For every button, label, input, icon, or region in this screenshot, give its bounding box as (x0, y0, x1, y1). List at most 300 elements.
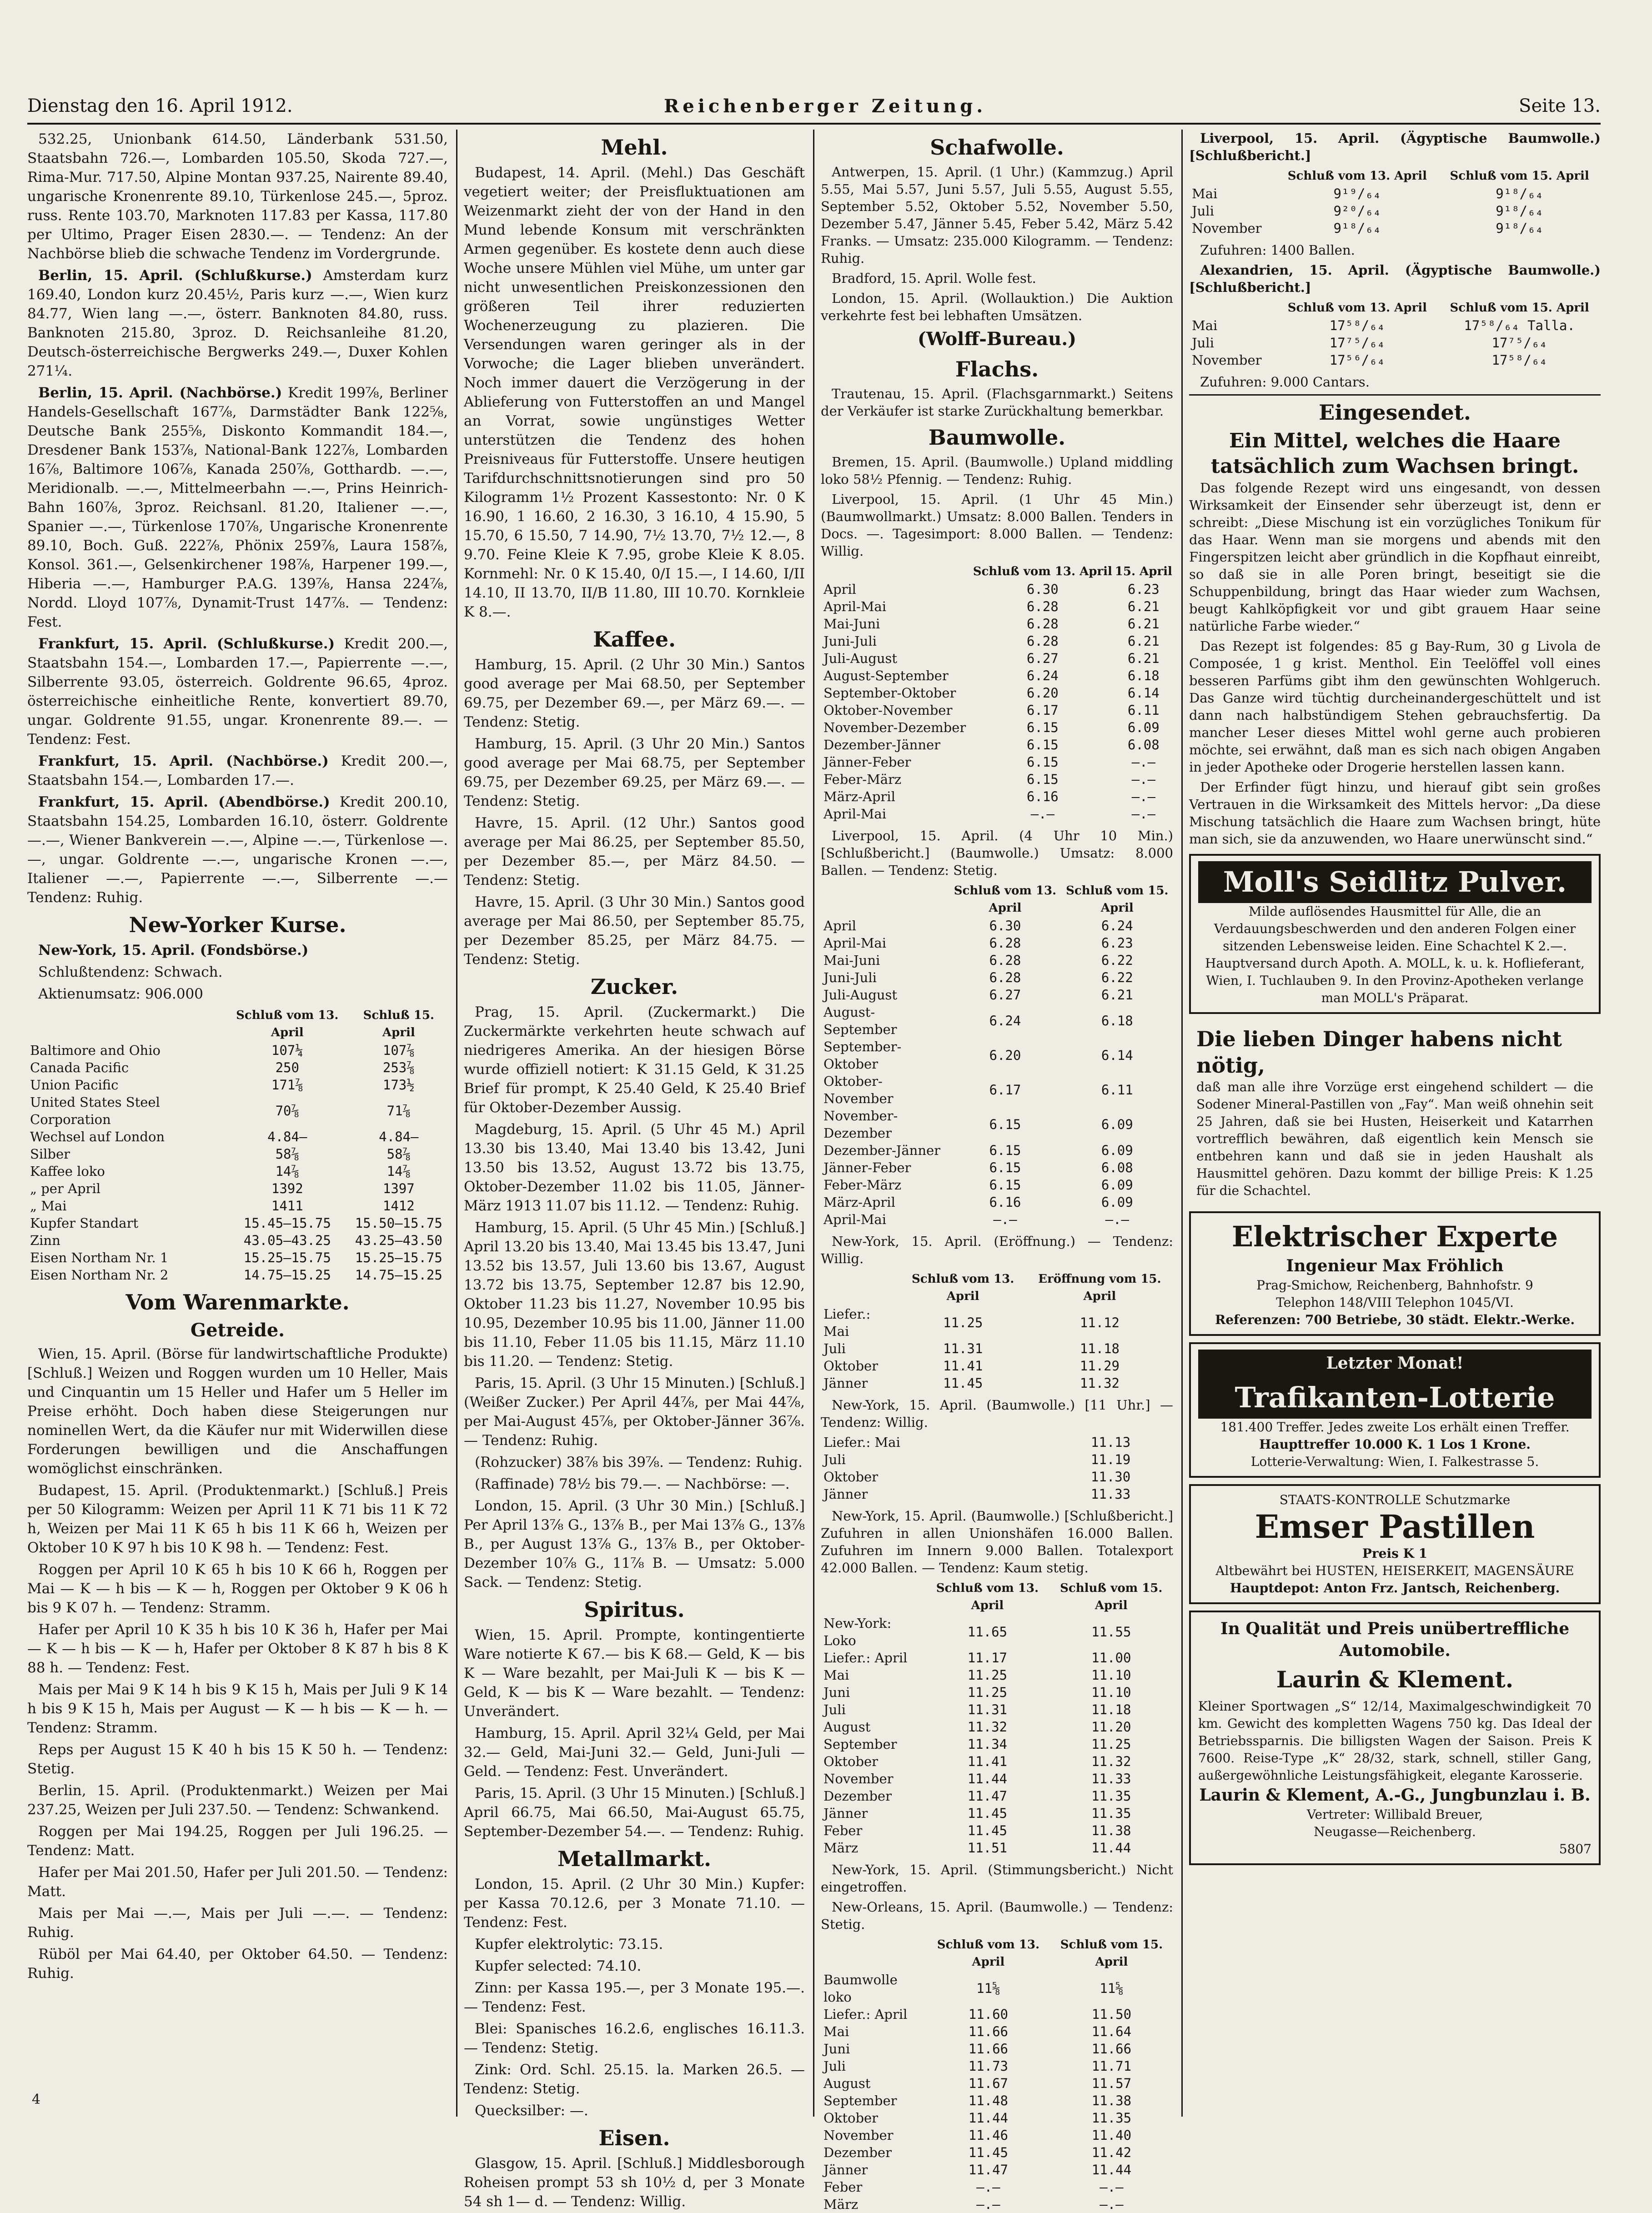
section-title: Eisen. (598, 2126, 670, 2150)
paragraph: Paris, 15. April. (3 Uhr 15 Minuten.) [Schluß.] April 66.75, Mai 66.50, Mai-August 65.75, September-Dezember 54.—. — Tendenz: Ruhig. (464, 1785, 805, 1840)
paragraph-head: Berlin, 15. April. (Schlußkurse.) (38, 267, 312, 284)
table-cell: 6.30 (1026, 582, 1059, 597)
paragraph: Kredit 200.—, Staatsbahn 154.—, Lombarden 17.—, Papierrente —.—, Silberrente 93.05, österreich. Goldrente 96.65, 4proz. österreichische einheitliche Rente, konvertiert 89.70, ungar. Goldrente 91.55, ungar. Kronenrente 89.—. — Tendenz: Fest. (27, 636, 448, 748)
table-cell: 11.33 (1090, 1486, 1131, 1502)
table-row (821, 2075, 1173, 2092)
table-cell: 17⁵⁸/₆₄ (1491, 352, 1547, 368)
table-cell: 4.84— (379, 1129, 419, 1144)
paragraph: Hamburg, 15. April. April 32¼ Geld, per Mai 32.— Geld, Mai-Juni 32.— Geld, Juni-Juli — Geld. — Tendenz: Fest. Unverändert. (464, 1725, 805, 1780)
paragraph: Havre, 15. April. (12 Uhr.) Santos good average per Mai 86.25, per September 85.50, per Dezember 85.—, per März 84.50. — Tendenz: Stetig. (464, 815, 805, 888)
table-cell: Jänner (823, 1806, 868, 1821)
paragraph: Zink: Ord. Schl. 25.15. la. Marken 26.5. — Tendenz: Stetig. (464, 2062, 805, 2097)
table-row (821, 1434, 1173, 1451)
agency-credit: (Wolff-Bureau.) (917, 328, 1077, 350)
paragraph: Hafer per April 10 K 35 h bis 10 K 36 h, Hafer per Mai — K — h bis — K — h, Hafer per Oktober 8 K 87 h bis 8 K 88 h. — Tendenz: Fest. (27, 1621, 448, 1676)
table-cell: 11.31 (943, 1341, 983, 1356)
table-cell: März-April (823, 789, 895, 804)
table-row (821, 702, 1173, 719)
table-cell: 11.41 (967, 1754, 1008, 1769)
paragraph: London, 15. April. (Wollauktion.) Die Auktion verkehrte fest bei lebhaften Umsätzen. (821, 291, 1173, 323)
table-cell: 11.25 (943, 1315, 983, 1330)
paragraph: New-York, 15. April. (Baumwolle.) [11 Uhr.] — Tendenz: Willig. (821, 1397, 1173, 1430)
paragraph: Hamburg, 15. April. (3 Uhr 20 Min.) Santos good average per Mai 68.75, per September 69.75, per Dezember 69.25, per März 69.—. — Tendenz: Stetig. (464, 736, 805, 809)
table-row (821, 650, 1173, 667)
table-cell: 11.60 (968, 2007, 1009, 2022)
paragraph: Liverpool, 15. April. (1 Uhr 45 Min.) (Baumwollmarkt.) Umsatz: 8.000 Ballen. Tenders in Docs. —. Tagesimport: 8.000 Ballen. — Tendenz: Willig. (821, 492, 1173, 559)
advert-top: Letzter Monat! (1198, 1350, 1592, 1377)
table-cell: 9¹⁸/₆₄ (1333, 221, 1381, 236)
table-cell: 6.16 (1026, 789, 1059, 804)
table-cell: 6.24 (1026, 668, 1059, 683)
table-row (821, 1805, 1173, 1822)
paragraph: Bremen, 15. April. (Baumwolle.) Upland middling loko 58½ Pfennig. — Tendenz: Ruhig. (821, 454, 1173, 487)
table-cell: Mai (823, 1667, 849, 1683)
table-cell: Feber-März (823, 1177, 902, 1193)
table-cell: 6.20 (989, 1048, 1021, 1063)
table-row (821, 934, 1173, 952)
table-row (27, 1076, 448, 1094)
table-cell: 6.09 (1101, 1194, 1133, 1210)
table-row (821, 771, 1173, 788)
table-cell: April-Mai (823, 599, 886, 614)
paragraph: New-Orleans, 15. April. (Baumwolle.) — Tendenz: Stetig. (821, 1899, 1173, 1932)
table-cell: 14.75—15.25 (243, 1267, 331, 1283)
table-row (821, 805, 1173, 823)
table-cell: 1397 (382, 1181, 415, 1196)
table-cell: 6.09 (1101, 1177, 1133, 1193)
table-cell: 11.67 (968, 2076, 1009, 2091)
table-row (821, 1839, 1173, 1857)
table-cell: 11.45 (967, 1806, 1008, 1821)
table-row (1189, 334, 1601, 351)
table-cell: 11.33 (1091, 1771, 1131, 1786)
advert-line: Prag-Smichow, Reichenberg, Bahnhofstr. 9 (1256, 1278, 1533, 1293)
table-cell: 17⁵⁶/₆₄ (1329, 352, 1385, 368)
table-cell: August-September (823, 1004, 897, 1037)
section-title: Vom Warenmarkte. (126, 1290, 350, 1315)
table-cell: Silber (30, 1146, 70, 1162)
table-cell: 9¹⁸/₆₄ (1496, 221, 1543, 236)
table-cell: Juni (823, 1685, 850, 1700)
table-cell: 11.71 (1091, 2058, 1132, 2074)
table-row (821, 1176, 1173, 1194)
table-cell: 6.15 (989, 1160, 1021, 1175)
column-1 (27, 130, 448, 2121)
table-header-cell: Schluß vom 13. April (973, 565, 1112, 578)
table-row (821, 615, 1173, 632)
table-cell: 11.47 (967, 1788, 1008, 1804)
table-cell: 6.21 (1127, 599, 1160, 614)
table-cell: 11.42 (1091, 2145, 1132, 2160)
table-header-row (27, 1006, 448, 1042)
table-row (1189, 185, 1601, 202)
table-cell: November-Dezember (823, 720, 966, 735)
paragraph: Hafer per Mai 201.50, Hafer per Juli 201.50. — Tendenz: Matt. (27, 1864, 448, 1900)
header-title: Reichenberger Zeitung. (664, 95, 987, 117)
table-cell: 11.45 (943, 1375, 983, 1391)
table-row (27, 1042, 448, 1059)
table-row (821, 2127, 1173, 2144)
table-cell: 17⁵⁸/₆₄ (1329, 318, 1385, 333)
paragraph: New-York, 15. April. (Baumwolle.) [Schlußbericht.] Zufuhren in allen Unionshäfen 16.000 Ballen. Zufuhren im Innern 9.000 Ballen. Totalexport 42.000 Ballen. — Tendenz: Kaum stetig. (821, 1508, 1173, 1576)
table-header-cell: Schluß vom 13. April (936, 1581, 1039, 1612)
table-cell: Wechsel auf London (30, 1129, 165, 1144)
table-row (821, 2196, 1173, 2213)
paragraph: Quecksilber: —. (475, 2103, 588, 2119)
table-cell: 14⅞ (275, 1164, 299, 1179)
table-header-cell: Schluß vom 13. April (236, 1009, 339, 1039)
paragraph: (Raffinade) 78½ bis 79.—. — Nachbörse: —. (475, 1476, 790, 1492)
table-cell: 11.38 (1091, 1823, 1131, 1838)
table-row (821, 1753, 1173, 1770)
table-cell: Juli-August (823, 651, 898, 666)
table-cell: United States Steel Corporation (30, 1094, 160, 1127)
table-cell: 43.05—43.25 (243, 1233, 331, 1248)
advert-line: Telephon 148/VIII Telephon 1045/VI. (1276, 1295, 1514, 1310)
table-cell: 11.73 (968, 2058, 1009, 2074)
table-cell: 6.24 (989, 1013, 1021, 1029)
table-cell: 11.25 (967, 1667, 1008, 1683)
table-cell: Kaffee loko (30, 1164, 105, 1179)
table-cell: Juli-August (823, 987, 898, 1003)
table-row (821, 2057, 1173, 2075)
table-cell: 15.50—15.75 (355, 1215, 442, 1231)
advert-side: Preis K 1 (1362, 1546, 1428, 1561)
table-cell: Union Pacific (30, 1077, 119, 1093)
table-header-cell: Schluß vom 15. April (1066, 884, 1169, 915)
paragraph: Der Erfinder fügt hinzu, und hierauf gibt sein großes Vertrauen in die Wirksamkeit des Mittels hervor: „Da diese Mischung tatsächlich die Haare zum Wachsen bringt, hüte man sich, sie da anzuwenden, wo Haare unerwünscht sind.“ (1189, 779, 1601, 847)
table-cell: Oktober (823, 2110, 879, 2126)
table-cell: 107⅞ (382, 1043, 415, 1058)
table-cell: 9¹⁸/₆₄ (1496, 186, 1543, 201)
table-header-cell: Eröffnung vom 15. April (1038, 1272, 1161, 1303)
table-cell: 6.15 (989, 1143, 1021, 1158)
table-cell: Zinn (30, 1233, 60, 1248)
table-header-cell: Schluß vom 15. April (1450, 301, 1589, 315)
table-cell: 6.22 (1101, 970, 1133, 985)
table-cell: März (823, 2197, 859, 2212)
section-title: Kaffee. (593, 627, 676, 652)
table-row (821, 598, 1173, 615)
table-cell: 15.45—15.75 (243, 1215, 331, 1231)
table-cell: 17⁷⁵/₆₄ (1491, 335, 1547, 351)
advert-line: Haupttreffer 10.000 K. 1 Los 1 Krone. (1259, 1437, 1531, 1452)
table-cell: 6.24 (1101, 918, 1133, 933)
paragraph-head: Liverpool, 15. April. (Ägyptische Baumwolle.) [Schlußbericht.] (1189, 130, 1601, 163)
table-cell: August (823, 1719, 871, 1735)
paragraph: Zufuhren: 9.000 Cantars. (1200, 374, 1370, 390)
table-cell: 250 (275, 1060, 299, 1075)
table-cell: 1392 (271, 1181, 303, 1196)
paragraph: Mais per Mai —.—, Mais per Juli —.—. — Tendenz: Ruhig. (27, 1905, 448, 1941)
table-cell: August (823, 2076, 871, 2091)
table-cell: 11.66 (968, 2024, 1009, 2039)
table-cell: 14.75—15.25 (355, 1267, 442, 1283)
table-cell: „ per April (30, 1181, 100, 1196)
table-cell: Dezember-Jänner (823, 1143, 941, 1158)
table-row (821, 1194, 1173, 1211)
table-cell: 17⁷⁵/₆₄ (1329, 335, 1385, 351)
table-cell: Juli (823, 1341, 846, 1356)
table-row (1189, 317, 1601, 334)
table-cell: Mai (1192, 318, 1218, 333)
section-title: Baumwolle. (928, 425, 1066, 450)
section-title: Mehl. (601, 135, 668, 160)
table-row (27, 1197, 448, 1214)
table-row (821, 1142, 1173, 1159)
table-row (821, 969, 1173, 986)
table-cell: 6.28 (989, 935, 1021, 951)
table-cell: 1412 (382, 1198, 415, 1214)
table-cell: 11.31 (967, 1702, 1008, 1717)
table-cell: 6.22 (1101, 953, 1133, 968)
table-cell: 11.10 (1091, 1685, 1131, 1700)
paragraph: Wien, 15. April. Prompte, kontingentierte Ware notierte K 67.— bis K 68.— Geld, K — bis K — Ware bezahlt, per Mai-Juli K — bis K — Geld, K — bis K — Ware bezahlt. — Tendenz: Unverändert. (464, 1627, 805, 1720)
paragraph: (Rohzucker) 38⅞ bis 39⅞. — Tendenz: Ruhig. (475, 1454, 803, 1470)
table-row (821, 1038, 1173, 1073)
table-cell: Canada Pacific (30, 1060, 129, 1075)
advert-text: Milde auflösendes Hausmittel für Alle, die an Verdauungsbeschwerden und den anderen Folgen einer sitzenden Lebensweise leiden. Eine Schachtel K 2.—. Hauptversand durch Apoth. A. MOLL, k. u. k. Hoflieferant, Wien, I. Tuchlauben 9. In den Provinz-Apotheken verlange man MOLL's Präparat. (1205, 904, 1585, 1005)
paragraph: New-York, 15. April. (Eröffnung.) — Tendenz: Willig. (821, 1234, 1173, 1266)
table-row (27, 1145, 448, 1163)
paragraph-head: Frankfurt, 15. April. (Nachbörse.) (38, 753, 329, 769)
advert-lottery (1189, 1342, 1601, 1478)
table-cell: Dezember-Jänner (823, 737, 941, 753)
paragraph: Antwerpen, 15. April. (1 Uhr.) (Kammzug.) April 5.55, Mai 5.57, Juni 5.57, Juli 5.55, August 5.55, September 5.52, Oktober 5.52, November 5.50, Dezember 5.47, Jänner 5.45, Feber 5.42, März 5.42 Franks. — Umsatz: 235.000 Kilogramm. — Tendenz: Ruhig. (821, 164, 1173, 266)
table-cell: 43.25—43.50 (355, 1233, 442, 1248)
paragraph: Wien, 15. April. (Börse für landwirtschaftliche Produkte) [Schluß.] Weizen und Roggen wurden um 10 Heller, Mais und Cinquantin um 15 Heller und Hafer um 5 Heller im Preise erhöht. Doch haben diese Steigerungen nur nominellen Wert, da die Käufer nur mit Widerwillen diese Forderungen bewilligen und die Anschaffungen womöglichst einschränken. (27, 1346, 448, 1477)
table-cell: 6.23 (1101, 935, 1133, 951)
table-cell: 6.30 (989, 918, 1021, 933)
table-cell: 11.00 (1091, 1650, 1131, 1666)
table-row (821, 684, 1173, 702)
table-header-cell: Schluß vom 13. April (954, 884, 1057, 915)
footer-mark: 4 (32, 2092, 41, 2108)
table-cell: 6.15 (1026, 737, 1059, 753)
table-cell: April (823, 582, 856, 597)
table-row (821, 1107, 1173, 1142)
table-cell: —.— (976, 2179, 1000, 2195)
ny-11h-table (821, 1434, 1173, 1503)
section-title: Flachs. (955, 357, 1039, 381)
table-row (27, 1180, 448, 1197)
table-cell: Dezember (823, 2145, 892, 2160)
table-cell: 6.20 (1026, 685, 1059, 701)
table-cell: 11.47 (968, 2162, 1009, 2178)
table-cell: 6.15 (1026, 772, 1059, 787)
column-rule (813, 130, 814, 2117)
advert-emser (1189, 1484, 1601, 1604)
table-row (821, 2161, 1173, 2178)
paragraph: Kupfer elektrolytic: 73.15. (475, 1936, 663, 1952)
table-cell: 9²⁰/₆₄ (1333, 203, 1381, 219)
table-cell: Kupfer Standart (30, 1215, 139, 1231)
advert-title: Moll's Seidlitz Pulver. (1198, 861, 1592, 903)
table-cell: 173½ (382, 1077, 415, 1093)
table-cell: 6.28 (989, 953, 1021, 968)
table-cell: Juli (823, 1702, 846, 1717)
table-cell: 11.35 (1091, 2110, 1132, 2126)
table-row (1189, 220, 1601, 237)
table-cell: —.— (1100, 2197, 1124, 2212)
table-cell: September (823, 2093, 897, 2108)
table-row (821, 581, 1173, 598)
table-row (821, 1485, 1173, 1503)
table-cell: —.— (1030, 806, 1054, 822)
table-cell: September-Oktober (823, 1039, 902, 1072)
table-header-row (821, 1270, 1173, 1305)
table-cell: 11.35 (1091, 1806, 1131, 1821)
table-cell: 107¼ (271, 1043, 303, 1058)
table-header-cell (1189, 167, 1276, 185)
paragraph: London, 15. April. (3 Uhr 30 Min.) [Schluß.] Per April 13⅞ G., 13⅞ B., per Mai 13⅞ G., 13⅞ B., per August 13⅞ G., 13⅞ B., per Oktober-Dezember 10⅞ G., 11⅞ B. — Umsatz: 5.000 Sack. — Tendenz: Stetig. (464, 1498, 805, 1591)
paragraph: Das Rezept ist folgendes: 85 g Bay-Rum, 30 g Livola de Composée, 1 g krist. Menthol. Ein Teelöffel voll eines besseren Parfüms gibt ihm den gewünschten Wohlgeruch. Das Ganze wird tüchtig durcheinandergeschüttelt und ist dann nach halbstündigem Stehen gebrauchsfertig. Da mancher Leser dieses Mittel wohl gerne auch probieren möchte, sei erwähnt, daß man es sich nach obigen Angaben in jeder Apotheke oder Drogerie herstellen lassen kann. (1189, 638, 1601, 775)
table-cell: 6.14 (1127, 685, 1160, 701)
paragraph: Roggen per April 10 K 65 h bis 10 K 66 h, Roggen per Mai — K — h bis — K — h, Roggen per Oktober 9 K 06 h bis 9 K 07 h. — Tendenz: Stramm. (27, 1561, 448, 1616)
table-cell: 6.28 (1026, 616, 1059, 632)
table-cell: 11.55 (1091, 1624, 1131, 1640)
table-cell: November (1192, 352, 1262, 368)
table-cell: März-April (823, 1194, 895, 1210)
subsection-title: Getreide. (190, 1320, 285, 1341)
table-row (27, 1128, 448, 1145)
table-cell: Eisen Northam Nr. 1 (30, 1250, 169, 1265)
table-row (1189, 351, 1601, 369)
table-cell: 11.17 (967, 1650, 1008, 1666)
table-header-cell: Schluß 15. April (363, 1009, 434, 1039)
table-cell: 11.35 (1091, 1788, 1131, 1804)
advert-line: Neugasse—Reichenberg. (1314, 1824, 1476, 1839)
table-cell: 58⅞ (387, 1146, 411, 1162)
paragraph-head: Berlin, 15. April. (Nachbörse.) (38, 385, 282, 401)
table-cell: 11.57 (1091, 2076, 1132, 2091)
paragraph: Hamburg, 15. April. (2 Uhr 30 Min.) Santos good average per Mai 68.50, per September 69.75, per Dezember 69.—, per März 69.—. — Tendenz: Stetig. (464, 657, 805, 730)
table-cell: 11.19 (1090, 1452, 1131, 1467)
table-cell: 11.12 (1080, 1315, 1120, 1330)
column-3 (821, 130, 1173, 2212)
table-row (821, 1340, 1173, 1357)
table-cell: —.— (1105, 1212, 1129, 1227)
paragraph: Amsterdam kurz 169.40, London kurz 20.45½, Paris kurz —.—, Wien kurz 84.77, Wien lang —.—, österr. Banknoten 84.80, russ. Banknoten 215.80, 3proz. D. Reichsanleihe 81.20, Deutsch-österreichische Bergwerks 249.—, Duxer Kohlen 271¼. (27, 267, 448, 379)
paragraph: Kredit 200.—, Staatsbahn 154.—, Lombarden 17.—. (27, 753, 448, 788)
table-cell: 11.10 (1091, 1667, 1131, 1683)
table-row (821, 1971, 1173, 2006)
table-row (821, 1649, 1173, 1666)
table-row (821, 1004, 1173, 1038)
advert-text: daß man alle ihre Vorzüge erst eingehend schildert — die Sodener Mineral-Pastillen von „Fay“. Man weiß ohnehin seit 25 Jahren, daß sie bei Husten, Heiserkeit und Katarrhen vortrefflich bewähren, daß eigentlich kein Mensch sie entbehren kann und daß sie in jeden Haushalt als Hausmittel gehören. Dazu kommt der billige Preis: K 1.25 für die Schachtel. (1196, 1079, 1593, 1198)
table-cell: Mai-Juni (823, 953, 880, 968)
table-cell: New-York: Loko (823, 1616, 892, 1648)
table-cell: 6.18 (1101, 1013, 1133, 1029)
table-cell: Liefer.: Mai (823, 1435, 900, 1450)
table-cell: 11.32 (1080, 1375, 1120, 1391)
table-cell: 11.66 (968, 2041, 1009, 2057)
advert-line: Ingenieur Max Fröhlich (1286, 1256, 1504, 1275)
table-cell: Jänner (823, 1375, 868, 1391)
table-row (27, 1266, 448, 1284)
paragraph-head: Alexandrien, 15. April. (Ägyptische Baumwolle.) [Schlußbericht.] (1189, 262, 1601, 295)
table-row (821, 1770, 1173, 1787)
section-title: Spiritus. (584, 1597, 685, 1622)
table-cell: 6.27 (1026, 651, 1059, 666)
table-cell: März (823, 1840, 859, 1856)
table-row (27, 1232, 448, 1249)
table-cell: April-Mai (823, 1212, 886, 1227)
table-cell: September (823, 1736, 897, 1752)
paragraph: London, 15. April. (2 Uhr 30 Min.) Kupfer: per Kassa 70.12.6, per 3 Monate 71.10. — Tendenz: Fest. (464, 1876, 805, 1931)
alexandria-table (1189, 299, 1601, 369)
table-row (821, 1451, 1173, 1468)
table-cell: 6.08 (1127, 737, 1160, 753)
table-cell: 11.66 (1091, 2041, 1132, 2057)
table-cell: 11.41 (943, 1358, 983, 1374)
advert-brand: Emser Pastillen (1255, 1508, 1535, 1546)
paragraph-head: Frankfurt, 15. April. (Schlußkurse.) (38, 636, 335, 652)
new-orleans-table (821, 1936, 1173, 2213)
table-row (821, 2023, 1173, 2040)
table-row (821, 1073, 1173, 1107)
table-cell: 11.25 (1091, 1736, 1131, 1752)
table-cell: 6.15 (989, 1117, 1021, 1132)
table-cell: Baumwolle loko (823, 1972, 898, 2005)
table-row (821, 1822, 1173, 1839)
paragraph: Kredit 200.10, Staatsbahn 154.25, Lombarden 16.10, österr. Goldrente —.—, Wiener Bankverein —.—, Alpine —.—, Türkenlose —.—, ungar. Goldrente —.—, ungarische Kronen —.—, Italiener —.—, Papierrente —.—, Silberrente —.— Tendenz: Ruhig. (27, 794, 448, 906)
paragraph: Trautenau, 15. April. (Flachsgarnmarkt.) Seitens der Verkäufer ist starke Zurückhaltung bemerkbar. (821, 386, 1173, 419)
table-cell: 11.32 (1091, 1754, 1131, 1769)
table-row (821, 667, 1173, 684)
table-cell: 11.45 (967, 1823, 1008, 1838)
table-cell: 11.29 (1080, 1358, 1120, 1374)
table-cell: 9¹⁹/₆₄ (1333, 186, 1381, 201)
table-cell: 6.27 (989, 987, 1021, 1003)
table-cell: Baltimore and Ohio (30, 1043, 161, 1058)
table-row (821, 2092, 1173, 2109)
column-rule (1181, 130, 1183, 2117)
paragraph: New-York, 15. April. (Stimmungsbericht.) Nicht eingetroffen. (821, 1862, 1173, 1895)
table-header-cell (27, 1006, 225, 1042)
table-cell: 6.28 (989, 970, 1021, 985)
table-row (821, 1615, 1173, 1649)
advert-text: Kleiner Sportwagen „S“ 12/14, Maximalgeschwindigkeit 70 km. Gewicht des kompletten Wagens 750 kg. Das Ideal der Betriebssparnis. Die billigsten Wagen der Saison. Preis K 7600. Reise-Type „K“ 28/32, stark, schnell, stiller Gang, außergewöhnliche Leistungsfähigkeit, elegante Karosserie. (1198, 1699, 1592, 1783)
ny-quotes-table (27, 1006, 448, 1284)
table-cell: 11.45 (968, 2145, 1009, 2160)
table-cell: 4.84— (267, 1129, 307, 1144)
section-title: Eingesendet. (1189, 394, 1601, 427)
paragraph: Schlußtendenz: Schwach. (38, 964, 223, 980)
table-cell: 11.13 (1090, 1435, 1131, 1450)
table-cell: 6.28 (1026, 633, 1059, 649)
table-cell: 6.17 (989, 1082, 1021, 1098)
table-cell: Liefer.: April (823, 2007, 908, 2022)
table-header-cell: Schluß vom 13. April (1287, 169, 1427, 183)
table-cell: Eisen Northam Nr. 2 (30, 1267, 169, 1283)
paragraph: Mais per Mai 9 K 14 h bis 9 K 15 h, Mais per Juli 9 K 14 h bis 9 K 15 h, Mais per August — K — h bis — K — h. — Tendenz: Stramm. (27, 1681, 448, 1736)
advert-code: 5807 (1559, 1842, 1592, 1857)
paragraph: Glasgow, 15. April. [Schluß.] Middlesborough Roheisen prompt 53 sh 10½ d, per 3 Monate 54 sh 1— d. — Tendenz: Willig. (464, 2155, 805, 2210)
column-4 (1189, 130, 1601, 2121)
table-row (821, 917, 1173, 934)
table-cell: September-Oktober (823, 685, 956, 701)
table-row (821, 632, 1173, 650)
table-cell: November-Dezember (823, 1108, 898, 1141)
table-cell: 6.08 (1101, 1160, 1133, 1175)
paragraph: Zinn: per Kassa 195.—, per 3 Monate 195.—. — Tendenz: Fest. (464, 1980, 805, 2015)
table-cell: 15.25—15.75 (355, 1250, 442, 1265)
paragraph: Das folgende Rezept wird uns eingesandt, von dessen Wirksamkeit der Einsender sehr überzeugt ist, denn er schreibt: „Diese Mischung ist ein vorzügliches Tonikum für das Haar. Wenn man sie morgens und abends mit den Fingerspitzen leicht aber gründlich in die Kopfhaut einreibt, so daß sie in alle Poren bringt, beseitigt sie die Schuppenbildung, bringt das Haar wieder zum Wachsen, beugt Kahlköpfigkeit vor und gibt grauem Haar seine natürliche Farbe wieder.“ (1189, 480, 1601, 634)
ny-opening-table (821, 1270, 1173, 1392)
paragraph: Blei: Spanisches 16.2.6, englisches 16.11.3. — Tendenz: Stetig. (464, 2021, 805, 2056)
table-cell: 6.11 (1101, 1082, 1133, 1098)
